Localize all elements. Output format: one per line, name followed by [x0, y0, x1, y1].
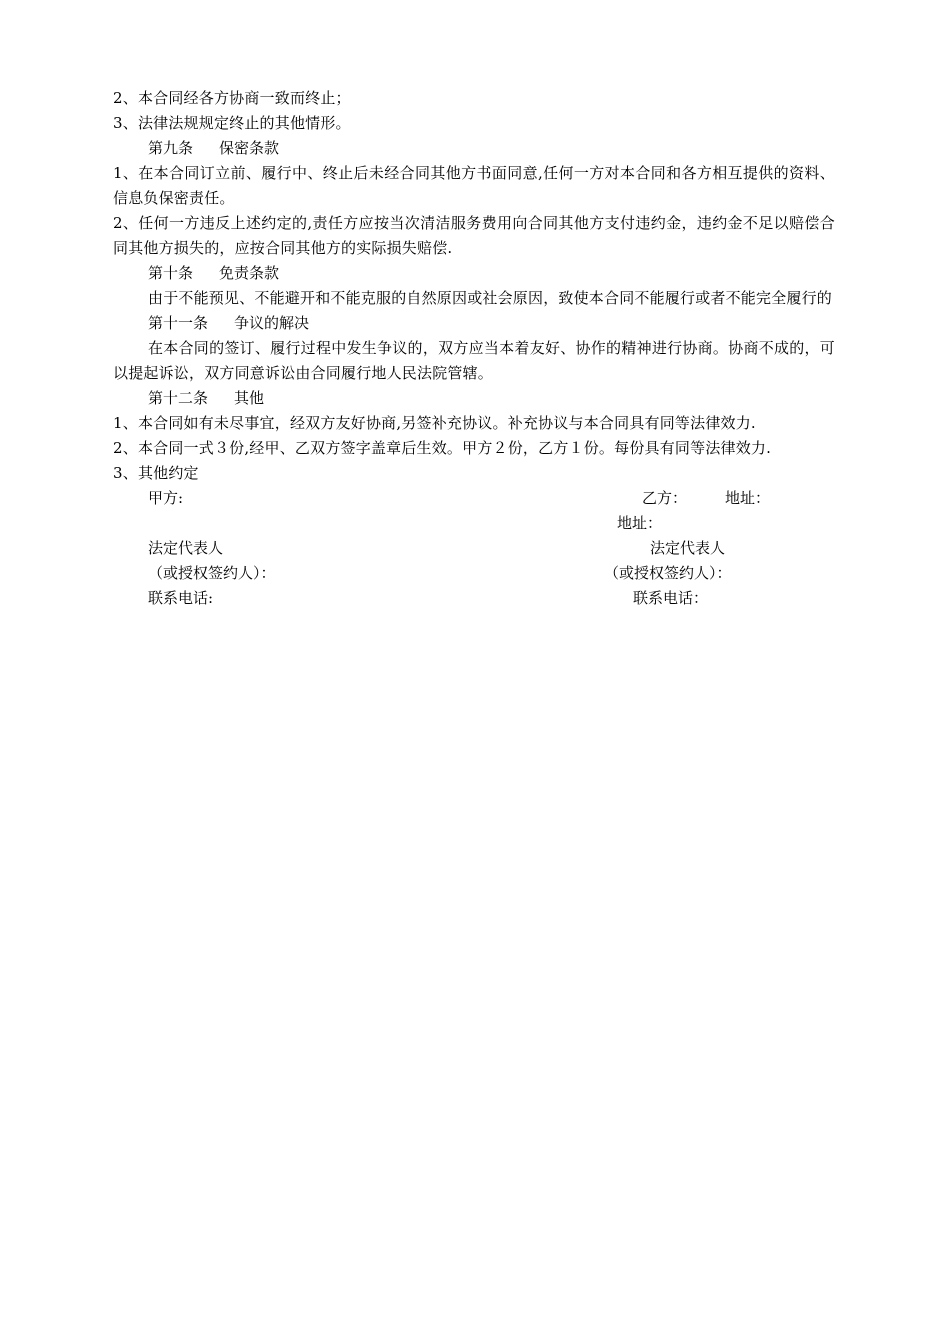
party-b-legal-rep: 法定代表人	[650, 539, 726, 557]
article-11-text: 在本合同的签订、履行过程中发生争议的，双方应当本着友好、协作的精神进行协商。协商不成的，可以提起诉讼，双方同意诉讼由合同履行地人民法院管辖。	[113, 339, 835, 382]
article-12-title: 其他	[234, 389, 265, 407]
article-9-title: 保密条款	[219, 139, 280, 157]
article-12-heading	[113, 386, 835, 411]
article-11-title: 争议的解决	[234, 314, 310, 332]
article-9-item-2: 2、任何一方违反上述约定的,责任方应按当次清洁服务费用向合同其他方支付违约金，违约金不足以赔偿合同其他方损失的，应按合同其他方的实际损失赔偿.	[113, 214, 835, 257]
article-11-number: 第十一条	[148, 314, 209, 332]
article-10-title: 免责条款	[219, 264, 280, 282]
party-a-legal-rep: 法定代表人	[148, 539, 224, 557]
article-12-item-1: 1、本合同如有未尽事宜，经双方友好协商,另签补充协议。补充协议与本合同具有同等法律效力.	[113, 414, 756, 432]
article-10-number: 第十条	[148, 264, 194, 282]
party-a-authorized-signer: （或授权签约人）：	[148, 564, 276, 582]
contract-body	[113, 86, 835, 611]
signature-block	[113, 486, 835, 611]
article-9-number: 第九条	[148, 139, 194, 157]
article-12-number: 第十二条	[148, 389, 209, 407]
party-a-label: 甲方:	[148, 489, 184, 507]
termination-item-3: 3、法律法规规定终止的其他情形。	[113, 114, 351, 132]
party-b-address-label: 地址：	[725, 489, 771, 507]
party-a-phone: 联系电话:	[148, 589, 214, 607]
article-9-heading	[113, 136, 835, 161]
article-11-heading	[113, 311, 835, 336]
article-10-text: 由于不能预见、不能避开和不能克服的自然原因或社会原因，致使本合同不能履行或者不能完全履行的	[148, 289, 833, 307]
party-b-authorized-signer: （或授权签约人）：	[604, 564, 732, 582]
party-b-label: 乙方：	[642, 489, 688, 507]
article-12-item-3: 3、其他约定	[113, 464, 199, 482]
article-9-item-1: 1、在本合同订立前、履行中、终止后未经合同其他方书面同意,任何一方对本合同和各方相互提供的资料、信息负保密责任。	[113, 164, 835, 207]
address-label: 地址：	[617, 514, 663, 532]
termination-item-2: 2、本合同经各方协商一致而终止；	[113, 89, 351, 107]
party-b-phone: 联系电话：	[633, 589, 709, 607]
article-12-item-2: 2、本合同一式３份,经甲、乙双方签字盖章后生效。甲方２份，乙方１份。每份具有同等法律效力.	[113, 439, 772, 457]
article-10-heading	[113, 261, 835, 286]
